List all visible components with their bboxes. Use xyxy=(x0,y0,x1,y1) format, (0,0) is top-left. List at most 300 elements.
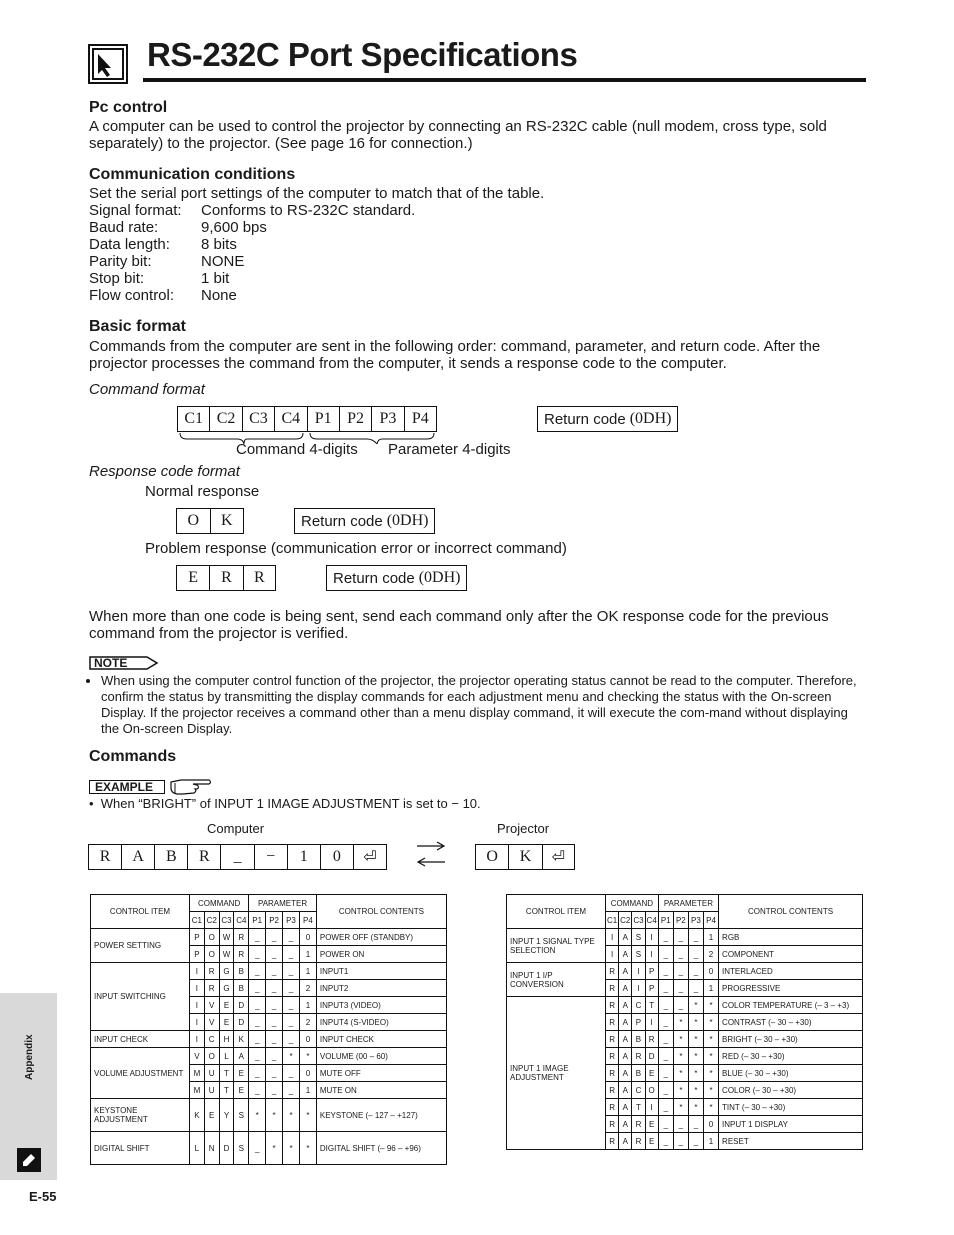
code-cell: _ xyxy=(658,1031,673,1048)
code-cell: 1 xyxy=(703,929,718,946)
normal-response-cells xyxy=(176,508,244,534)
example-cell: 0 xyxy=(321,845,354,869)
th-control-item: CONTROL ITEM xyxy=(507,895,606,929)
code-cell: A xyxy=(619,1048,632,1065)
code-cell: K xyxy=(190,1099,205,1132)
section-icon xyxy=(88,44,128,84)
code-cell: _ xyxy=(658,929,673,946)
code-cell: G xyxy=(219,980,234,997)
example-computer-cells xyxy=(88,844,387,870)
code-cell: _ xyxy=(673,997,688,1014)
command-digits-label: Command 4-digits xyxy=(236,441,358,458)
code-cell: I xyxy=(645,1014,658,1031)
code-cell: _ xyxy=(658,1014,673,1031)
code-cell: _ xyxy=(658,1082,673,1099)
code-cell: _ xyxy=(673,963,688,980)
code-cell: * xyxy=(283,1048,300,1065)
code-cell: 1 xyxy=(299,963,316,980)
th-col: C3 xyxy=(219,912,234,929)
code-cell: 0 xyxy=(703,1116,718,1133)
th-col: P1 xyxy=(249,912,266,929)
control-item-cell: INPUT CHECK xyxy=(91,1031,190,1048)
code-cell: _ xyxy=(688,963,703,980)
control-contents-cell: MUTE OFF xyxy=(316,1065,446,1082)
code-cell: A xyxy=(619,1082,632,1099)
cell-p3: P3 xyxy=(372,407,404,431)
code-cell: U xyxy=(204,1065,219,1082)
code-cell: B xyxy=(632,1065,645,1082)
code-cell: R xyxy=(204,963,219,980)
code-cell: _ xyxy=(283,963,300,980)
table-right-body xyxy=(507,929,863,1150)
code-cell: _ xyxy=(283,1014,300,1031)
commands-table-right xyxy=(506,894,863,1150)
code-cell: R xyxy=(204,980,219,997)
cell-p2: P2 xyxy=(340,407,372,431)
code-cell: E xyxy=(234,1082,249,1099)
communication-heading: Communication conditions xyxy=(89,166,296,183)
code-cell: E xyxy=(204,1099,219,1132)
code-cell: _ xyxy=(266,1014,283,1031)
parameter-digits-label: Parameter 4-digits xyxy=(388,441,511,458)
th-col: C2 xyxy=(204,912,219,929)
code-cell: 2 xyxy=(299,1014,316,1031)
th-parameter: PARAMETER xyxy=(249,895,317,912)
code-cell: _ xyxy=(658,997,673,1014)
code-cell: A xyxy=(619,963,632,980)
note-text xyxy=(89,673,866,737)
code-cell: _ xyxy=(249,1132,266,1165)
code-cell: L xyxy=(190,1132,205,1165)
cell-p4: P4 xyxy=(411,410,429,427)
control-item-cell: DIGITAL SHIFT xyxy=(91,1132,190,1165)
control-item-cell: INPUT 1 SIGNAL TYPE SELECTION xyxy=(507,929,606,963)
table-row xyxy=(91,929,447,946)
code-cell: I xyxy=(645,929,658,946)
th-col: P4 xyxy=(703,912,718,929)
code-cell: S xyxy=(234,1132,249,1165)
table-row xyxy=(91,1099,447,1132)
cell-p1: P1 xyxy=(308,407,340,431)
pc-control-heading: Pc control xyxy=(89,99,168,116)
table-left-body xyxy=(91,929,447,1165)
th-col: P1 xyxy=(658,912,673,929)
table-row xyxy=(507,963,863,980)
code-cell: 0 xyxy=(299,1065,316,1082)
code-cell: _ xyxy=(283,1082,300,1099)
code-cell: I xyxy=(190,1031,205,1048)
th-col: P2 xyxy=(266,912,283,929)
table-row xyxy=(507,997,863,1014)
code-cell: 1 xyxy=(299,946,316,963)
code-cell: A xyxy=(619,1099,632,1116)
control-contents-cell: INTERLACED xyxy=(719,963,863,980)
table-row xyxy=(91,1031,447,1048)
code-cell: _ xyxy=(266,997,283,1014)
code-cell: A xyxy=(619,1116,632,1133)
th-col: P3 xyxy=(688,912,703,929)
code-cell: R xyxy=(632,1116,645,1133)
code-cell: I xyxy=(606,946,619,963)
return-key-icon: ⏎ xyxy=(363,849,377,866)
code-cell: * xyxy=(283,1099,300,1132)
code-cell: _ xyxy=(249,1014,266,1031)
code-cell: U xyxy=(204,1082,219,1099)
code-cell: V xyxy=(204,997,219,1014)
page-title: RS-232C Port Specifications xyxy=(147,36,578,73)
code-cell: B xyxy=(234,980,249,997)
spec-row: Signal format: Conforms to RS-232C standard. xyxy=(89,202,416,219)
code-cell: * xyxy=(673,1065,688,1082)
code-cell: * xyxy=(299,1132,316,1165)
communication-intro: Set the serial port settings of the computer to match that of the table. xyxy=(89,185,545,202)
code-cell: 1 xyxy=(299,997,316,1014)
control-item-cell: KEYSTONE ADJUSTMENT xyxy=(91,1099,190,1132)
th-control-contents: CONTROL CONTENTS xyxy=(316,895,446,929)
code-cell: A xyxy=(234,1048,249,1065)
example-cell: A xyxy=(122,845,155,869)
code-cell: A xyxy=(619,1014,632,1031)
code-cell: * xyxy=(703,1082,718,1099)
code-cell: _ xyxy=(249,1048,266,1065)
code-cell: _ xyxy=(688,1133,703,1150)
basic-format-text: Commands from the computer are sent in the following order: command, parameter, and return code. After the projector processes the command from the computer, it sends a response code to the computer. xyxy=(89,338,821,372)
code-cell: _ xyxy=(688,980,703,997)
th-command: COMMAND xyxy=(190,895,249,912)
title-rule xyxy=(143,78,866,82)
code-cell: R xyxy=(632,1133,645,1150)
th-control-item: CONTROL ITEM xyxy=(91,895,190,929)
code-cell: * xyxy=(688,1065,703,1082)
code-cell: 0 xyxy=(299,1031,316,1048)
code-cell: * xyxy=(703,997,718,1014)
code-cell: _ xyxy=(249,1082,266,1099)
problem-response-cells xyxy=(176,565,276,591)
code-cell: _ xyxy=(688,946,703,963)
code-cell: * xyxy=(688,1048,703,1065)
code-cell: _ xyxy=(658,963,673,980)
code-cell: _ xyxy=(658,1048,673,1065)
code-cell: P xyxy=(190,929,205,946)
code-cell: * xyxy=(688,1082,703,1099)
code-cell: * xyxy=(703,1048,718,1065)
code-cell: _ xyxy=(283,946,300,963)
code-cell: P xyxy=(632,1014,645,1031)
code-cell: _ xyxy=(266,963,283,980)
control-contents-cell: INPUT CHECK xyxy=(316,1031,446,1048)
code-cell: 1 xyxy=(703,980,718,997)
code-cell: R xyxy=(606,1048,619,1065)
code-cell: _ xyxy=(249,946,266,963)
code-cell: * xyxy=(703,1031,718,1048)
commands-table-left xyxy=(90,894,447,1165)
note-item: • When using the computer control function of the projector, the projector operating status cannot be read to the computer. Therefore, confirm the status by transmitting the display commands for each adjustment menu and checking the status with the On-screen Display. If the projector receives a command other than a menu display command, it will execute the com-mand without displaying the On-screen Display. xyxy=(101,673,866,737)
th-col: C4 xyxy=(645,912,658,929)
cell-r: R xyxy=(253,569,265,586)
code-cell: _ xyxy=(688,1116,703,1133)
section-icon xyxy=(17,1148,41,1172)
response-format-label: Response code format xyxy=(89,463,240,480)
code-cell: * xyxy=(703,1099,718,1116)
code-cell: R xyxy=(606,963,619,980)
example-tag: EXAMPLE xyxy=(89,778,217,796)
code-cell: I xyxy=(606,929,619,946)
table-row xyxy=(91,1132,447,1165)
code-cell: _ xyxy=(673,946,688,963)
code-cell: I xyxy=(632,980,645,997)
th-command: COMMAND xyxy=(606,895,659,912)
code-cell: _ xyxy=(249,980,266,997)
computer-label: Computer xyxy=(207,821,265,836)
code-cell: _ xyxy=(266,929,283,946)
control-contents-cell: POWER ON xyxy=(316,946,446,963)
cell-e: E xyxy=(177,566,210,590)
code-cell: _ xyxy=(249,1065,266,1082)
control-item-cell: POWER SETTING xyxy=(91,929,190,963)
table-row xyxy=(91,1048,447,1065)
code-cell: * xyxy=(266,1132,283,1165)
cell-c3: C3 xyxy=(243,407,275,431)
code-cell: T xyxy=(632,1099,645,1116)
code-cell: * xyxy=(688,1099,703,1116)
return-code-box: Return code (0DH) xyxy=(326,565,467,591)
control-contents-cell: RESET xyxy=(719,1133,863,1150)
code-cell: _ xyxy=(673,1116,688,1133)
example-cell: R xyxy=(188,845,221,869)
code-cell: C xyxy=(204,1031,219,1048)
code-cell: V xyxy=(190,1048,205,1065)
control-item-cell: INPUT 1 IMAGE ADJUSTMENT xyxy=(507,997,606,1150)
pointing-hand-icon xyxy=(169,778,213,796)
code-cell: * xyxy=(673,1048,688,1065)
code-cell: * xyxy=(703,1014,718,1031)
control-contents-cell: MUTE ON xyxy=(316,1082,446,1099)
code-cell: D xyxy=(219,1132,234,1165)
code-cell: R xyxy=(606,997,619,1014)
code-cell: S xyxy=(234,1099,249,1132)
control-contents-cell: KEYSTONE (– 127 – +127) xyxy=(316,1099,446,1132)
cell-o: O xyxy=(177,509,211,533)
code-cell: R xyxy=(632,1048,645,1065)
code-cell: _ xyxy=(266,1082,283,1099)
control-item-cell: VOLUME ADJUSTMENT xyxy=(91,1048,190,1099)
th-col: P2 xyxy=(673,912,688,929)
table-row xyxy=(507,929,863,946)
control-contents-cell: BLUE (– 30 – +30) xyxy=(719,1065,863,1082)
cell-c4: C4 xyxy=(275,407,307,431)
code-cell: D xyxy=(234,997,249,1014)
code-cell: _ xyxy=(688,929,703,946)
control-contents-cell: COMPONENT xyxy=(719,946,863,963)
code-cell: 1 xyxy=(703,1133,718,1150)
code-cell: E xyxy=(645,1133,658,1150)
code-cell: _ xyxy=(658,946,673,963)
code-cell: R xyxy=(234,946,249,963)
code-cell: P xyxy=(645,980,658,997)
control-item-cell: INPUT 1 I/P CONVERSION xyxy=(507,963,606,997)
code-cell: * xyxy=(249,1099,266,1132)
code-cell: I xyxy=(645,946,658,963)
code-cell: E xyxy=(645,1116,658,1133)
control-contents-cell: COLOR (– 30 – +30) xyxy=(719,1082,863,1099)
code-cell: R xyxy=(606,1031,619,1048)
code-cell: V xyxy=(204,1014,219,1031)
code-cell: O xyxy=(204,929,219,946)
code-cell: _ xyxy=(249,929,266,946)
code-cell: E xyxy=(645,1065,658,1082)
code-cell: B xyxy=(632,1031,645,1048)
control-contents-cell: DIGITAL SHIFT (– 96 – +96) xyxy=(316,1132,446,1165)
code-cell: B xyxy=(234,963,249,980)
code-cell: M xyxy=(190,1065,205,1082)
code-cell: _ xyxy=(673,980,688,997)
code-cell: A xyxy=(619,1065,632,1082)
th-col: C3 xyxy=(632,912,645,929)
return-code-box: Return code (0DH) xyxy=(537,406,678,432)
cell-k: K xyxy=(220,512,233,529)
code-cell: T xyxy=(645,997,658,1014)
section-label: Appendix xyxy=(24,1034,35,1080)
code-cell: * xyxy=(673,1099,688,1116)
code-cell: _ xyxy=(283,997,300,1014)
code-cell: C xyxy=(632,1082,645,1099)
code-cell: R xyxy=(606,1014,619,1031)
code-cell: 0 xyxy=(703,963,718,980)
basic-format-heading: Basic format xyxy=(89,318,186,335)
control-contents-cell: COLOR TEMPERATURE (– 3 – +3) xyxy=(719,997,863,1014)
code-cell: _ xyxy=(658,1099,673,1116)
example-cell: O xyxy=(476,845,509,869)
code-cell: S xyxy=(632,946,645,963)
code-cell: _ xyxy=(658,1116,673,1133)
code-cell: I xyxy=(190,1014,205,1031)
code-cell: _ xyxy=(658,1133,673,1150)
code-cell: O xyxy=(645,1082,658,1099)
code-cell: T xyxy=(219,1065,234,1082)
code-cell: A xyxy=(619,980,632,997)
cell-c1: C1 xyxy=(178,407,210,431)
control-contents-cell: RGB xyxy=(719,929,863,946)
code-cell: _ xyxy=(283,980,300,997)
code-cell: * xyxy=(688,1031,703,1048)
example-cell: 1 xyxy=(288,845,321,869)
control-contents-cell: INPUT 1 DISPLAY xyxy=(719,1116,863,1133)
problem-response-label: Problem response (communication error or incorrect command) xyxy=(145,540,567,557)
example-cell: − xyxy=(255,845,288,869)
code-cell: * xyxy=(299,1048,316,1065)
code-cell: C xyxy=(632,997,645,1014)
code-cell: A xyxy=(619,1133,632,1150)
code-cell: A xyxy=(619,997,632,1014)
control-contents-cell: POWER OFF (STANDBY) xyxy=(316,929,446,946)
code-cell: _ xyxy=(673,1133,688,1150)
control-contents-cell: PROGRESSIVE xyxy=(719,980,863,997)
code-cell: P xyxy=(190,946,205,963)
code-cell: R xyxy=(606,1099,619,1116)
code-cell: _ xyxy=(673,929,688,946)
code-cell: I xyxy=(190,980,205,997)
after-text: When more than one code is being sent, send each command only after the OK response code for the previous command from the projector is verified. xyxy=(89,608,829,642)
code-cell: * xyxy=(673,1082,688,1099)
return-key-icon: ⏎ xyxy=(551,849,566,866)
cell-r: R xyxy=(210,566,243,590)
code-cell: 2 xyxy=(299,980,316,997)
code-cell: 2 xyxy=(703,946,718,963)
command-format-cells xyxy=(177,406,437,432)
control-contents-cell: TINT (– 30 – +30) xyxy=(719,1099,863,1116)
code-cell: * xyxy=(688,1014,703,1031)
code-cell: _ xyxy=(266,946,283,963)
commands-heading: Commands xyxy=(89,748,177,765)
code-cell: R xyxy=(606,1133,619,1150)
code-cell: I xyxy=(632,963,645,980)
example-cell: R xyxy=(89,845,122,869)
code-cell: R xyxy=(606,1082,619,1099)
code-cell: O xyxy=(204,946,219,963)
th-parameter: PARAMETER xyxy=(658,895,718,912)
th-col: C1 xyxy=(606,912,619,929)
th-col: C1 xyxy=(190,912,205,929)
code-cell: Y xyxy=(219,1099,234,1132)
code-cell: G xyxy=(219,963,234,980)
code-cell: R xyxy=(234,929,249,946)
code-cell: * xyxy=(673,1031,688,1048)
code-cell: _ xyxy=(266,1048,283,1065)
example-cell: B xyxy=(155,845,188,869)
example-projector-cells xyxy=(475,844,575,870)
th-control-contents: CONTROL CONTENTS xyxy=(719,895,863,929)
code-cell: _ xyxy=(658,1065,673,1082)
code-cell: R xyxy=(606,1065,619,1082)
cell-c2: C2 xyxy=(210,407,242,431)
th-col: P3 xyxy=(283,912,300,929)
code-cell: _ xyxy=(658,980,673,997)
code-cell: R xyxy=(645,1031,658,1048)
spec-row: Data length: 8 bits xyxy=(89,236,237,253)
note-tag: NOTE xyxy=(89,656,158,670)
code-cell: _ xyxy=(249,963,266,980)
code-cell: * xyxy=(703,1065,718,1082)
code-cell: _ xyxy=(283,929,300,946)
control-contents-cell: INPUT1 xyxy=(316,963,446,980)
code-cell: D xyxy=(234,1014,249,1031)
code-cell: * xyxy=(688,997,703,1014)
code-cell: * xyxy=(673,1014,688,1031)
normal-response-label: Normal response xyxy=(145,483,260,500)
control-contents-cell: CONTRAST (– 30 – +30) xyxy=(719,1014,863,1031)
control-contents-cell: VOLUME (00 – 60) xyxy=(316,1048,446,1065)
control-contents-cell: RED (– 30 – +30) xyxy=(719,1048,863,1065)
code-cell: A xyxy=(619,929,632,946)
code-cell: A xyxy=(619,1031,632,1048)
control-contents-cell: BRIGHT (– 30 – +30) xyxy=(719,1031,863,1048)
code-cell: _ xyxy=(249,1031,266,1048)
code-cell: I xyxy=(645,1099,658,1116)
th-col: C2 xyxy=(619,912,632,929)
code-cell: * xyxy=(299,1099,316,1132)
th-col: C4 xyxy=(234,912,249,929)
command-format-label: Command format xyxy=(89,381,205,398)
code-cell: 1 xyxy=(299,1082,316,1099)
code-cell: _ xyxy=(249,997,266,1014)
projector-label: Projector xyxy=(497,821,550,836)
control-contents-cell: INPUT4 (S-VIDEO) xyxy=(316,1014,446,1031)
code-cell: E xyxy=(219,997,234,1014)
code-cell: W xyxy=(219,929,234,946)
control-contents-cell: INPUT2 xyxy=(316,980,446,997)
code-cell: _ xyxy=(283,1031,300,1048)
code-cell: M xyxy=(190,1082,205,1099)
